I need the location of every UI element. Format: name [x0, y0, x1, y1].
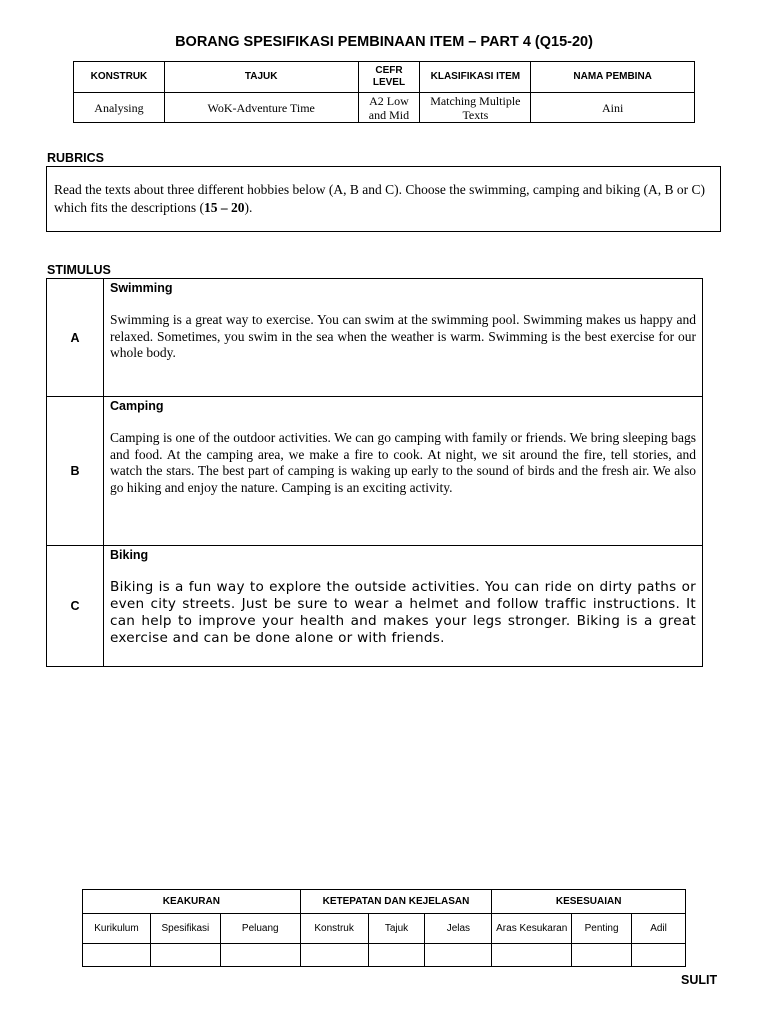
info-value-row	[74, 93, 695, 123]
criteria-column-row	[83, 914, 686, 944]
column-peluang: Peluang	[220, 914, 300, 944]
value-cefr-level: A2 Low and Mid	[358, 93, 420, 123]
criteria-group-row	[83, 890, 686, 914]
group-kesesuaian: KESESUAIAN	[492, 890, 686, 914]
entry-kurikulum[interactable]	[83, 944, 151, 967]
entry-penting[interactable]	[572, 944, 632, 967]
column-penting: Penting	[572, 914, 632, 944]
rubrics-box	[46, 166, 721, 232]
stimulus-letter-a: A	[47, 279, 104, 397]
group-keakuran: KEAKURAN	[83, 890, 301, 914]
entry-tajuk[interactable]	[368, 944, 425, 967]
entry-konstruk[interactable]	[300, 944, 368, 967]
criteria-entry-row	[83, 944, 686, 967]
rubrics-range: 15 – 20	[203, 200, 245, 215]
hobby-title-swimming: Swimming	[110, 281, 173, 295]
stimulus-content-b	[104, 397, 703, 546]
stimulus-content-c	[104, 546, 703, 667]
column-kurikulum: Kurikulum	[83, 914, 151, 944]
column-adil: Adil	[632, 914, 686, 944]
column-jelas: Jelas	[425, 914, 492, 944]
value-nama-pembina: Aini	[531, 93, 695, 123]
hobby-title-biking: Biking	[110, 548, 149, 562]
column-spesifikasi: Spesifikasi	[150, 914, 220, 944]
value-konstruk: Analysing	[74, 93, 165, 123]
value-klasifikasi-item: Matching Multiple Texts	[420, 93, 531, 123]
hobby-title-camping: Camping	[110, 399, 164, 413]
hobby-text-camping: Camping is one of the outdoor activities. We can go camping with family or friends. We bring sleeping bags and food. At the camping area, we make a fire to cook. At night, we sit around the fire, tell stories, and watch the stars. The best part of camping is waking up early to the sound of birds and the fresh air. We also go hiking and enjoy the nature. Camping is an exciting activity.	[110, 430, 696, 496]
criteria-table	[82, 889, 686, 967]
column-aras-kesukaran: Aras Kesukaran	[492, 914, 572, 944]
hobby-text-biking: Biking is a fun way to explore the outside activities. You can ride on dirty paths or even city streets. Just be sure to wear a helmet and follow traffic instructions. It can help to improve your health and makes your legs stronger. Biking is a great exercise and can be done alone or with friends.	[110, 579, 696, 646]
entry-adil[interactable]	[632, 944, 686, 967]
rubrics-text: Read the texts about three different hobbies below (A, B and C). Choose the swimming, camping and biking (A, B or C) which fits the descriptions (	[54, 182, 706, 215]
header-konstruk: KONSTRUK	[74, 62, 165, 93]
entry-spesifikasi[interactable]	[150, 944, 220, 967]
header-nama-pembina: NAMA PEMBINA	[531, 62, 695, 93]
item-info-table	[73, 61, 695, 123]
stimulus-letter-b: B	[47, 397, 104, 546]
stimulus-label: STIMULUS	[47, 263, 111, 277]
entry-aras-kesukaran[interactable]	[492, 944, 572, 967]
stimulus-table	[46, 278, 703, 667]
footer-sulit: SULIT	[681, 973, 718, 987]
value-tajuk: WoK-Adventure Time	[164, 93, 358, 123]
stimulus-row-c	[47, 546, 703, 667]
column-tajuk: Tajuk	[368, 914, 425, 944]
rubrics-text-end: ).	[244, 200, 253, 215]
column-konstruk: Konstruk	[300, 914, 368, 944]
info-header-row	[74, 62, 695, 93]
hobby-text-swimming: Swimming is a great way to exercise. You can swim at the swimming pool. Swimming makes us happy and relaxed. Sometimes, you swim in the sea when the weather is warm. Swimming is the best exercise for our whole body.	[110, 312, 696, 361]
rubrics-label: RUBRICS	[47, 151, 104, 165]
stimulus-content-a	[104, 279, 703, 397]
stimulus-row-a	[47, 279, 703, 397]
header-klasifikasi-item: KLASIFIKASI ITEM	[420, 62, 531, 93]
entry-jelas[interactable]	[425, 944, 492, 967]
form-title: BORANG SPESIFIKASI PEMBINAAN ITEM – PART 4 (Q15-20)	[175, 34, 593, 50]
group-ketepatan-dan-kejelasan: KETEPATAN DAN KEJELASAN	[300, 890, 492, 914]
header-tajuk: TAJUK	[164, 62, 358, 93]
stimulus-letter-c: C	[47, 546, 104, 667]
entry-peluang[interactable]	[220, 944, 300, 967]
stimulus-row-b	[47, 397, 703, 546]
header-cefr-level: CEFR LEVEL	[358, 62, 420, 93]
